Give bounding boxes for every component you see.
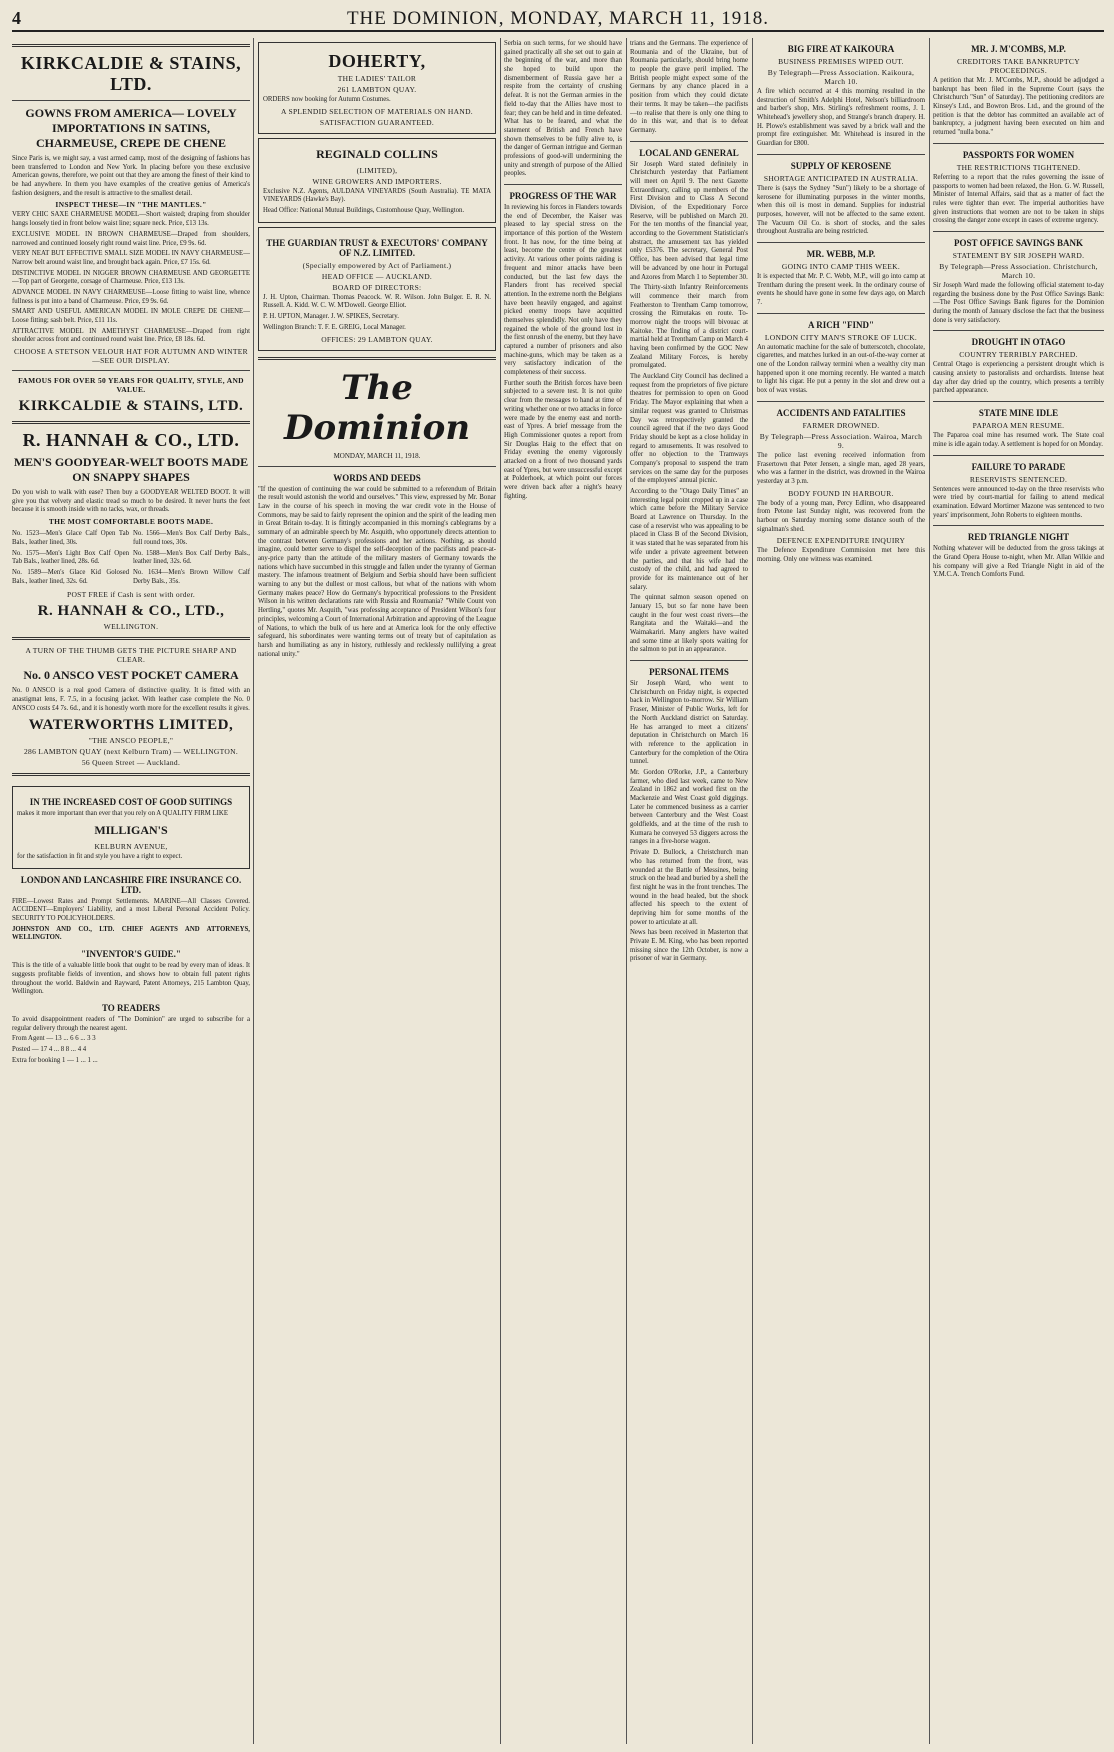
column-telegraph-b — [933, 38, 1104, 1744]
column-local — [630, 38, 748, 1744]
article-body: Mr. Gordon O'Rorke, J.P., a Canterbury farmer, who died last week, came to New Zealand in 1862 and worked first on the Mackenzie and West Coast gold diggings. Later he commenced business as a carrier between Canterbury and the West Coast goldfields, and at the time of the rush to Kumara he conveyed 53 diggers across the ranges in a five-horse wagon. — [630, 768, 748, 846]
mine-sub: PAPAROA MEN RESUME. — [972, 421, 1065, 431]
words-deeds-head: WORDS AND DEEDS — [333, 472, 421, 483]
doherty-body: ORDERS now booking for Autumn Costumes. — [263, 96, 391, 103]
column-rule — [752, 38, 753, 1744]
column-rule — [929, 38, 930, 1744]
webb-head: MR. WEBB, M.P. — [806, 248, 876, 259]
masthead — [12, 8, 1104, 32]
milligans-name: MILLIGAN'S — [94, 823, 168, 837]
rich-find-sub: LONDON CITY MAN'S STROKE OF LUCK. — [764, 332, 918, 342]
collins-title: REGINALD COLLINS — [316, 146, 438, 161]
article-body: Sir Joseph Ward stated definitely in Christchurch yesterday that Parliament will meet on April 9. The next Gazette Extraordinary, calling up members of the First Division and to Class A Second Division, of the Expeditionary Force Reserve, will be published on March 20. For the ten months of the financial year, according to the Government Statistician's abstract, the amusement tax has yielded only £5376. The secretary, General Post Office, has been advised that legal time will be advanced by one hour in Portugal and Azores from March 1 to September 30. — [630, 160, 748, 281]
doherty-sub: THE LADIES' TAILOR — [337, 74, 417, 83]
rich-find-body: An automatic machine for the sale of butterscotch, chocolate, cigarettes, and matches lurked in an out-of-the-way corner at one of the London railway termini when a wealthy city man happened upon it one morning recently. He wanted a match to light his cigar. He put a penny in the slot and drew out a box of wax vestas. — [757, 343, 925, 395]
mine-body: The Paparoa coal mine has resumed work. The State coal mine is idle again today. A settlement is hoped for on Monday. — [933, 432, 1104, 448]
article-body: The Thirty-sixth Infantry Reinforcements will commence their march from Featherston to Trentham Camp tomorrow, crossing the Rimutakas en route. To-morrow night the troops will bivouac at Kaitoke. The finding of a district court-martial held at Trentham Camp on March 4 having been confirmed by the GOC New Zealand Military Forces, is hereby promulgated. — [630, 284, 748, 370]
doherty-selection: A SPLENDID SELECTION OF MATERIALS ON HAND. — [281, 106, 473, 116]
kirkcaldie-item: ADVANCE MODEL IN NAVY CHARMEUSE—Loose fitting to waist line, whence fullness is put into a band of Charmeuse. Price, £9 9s. 6d. — [12, 288, 250, 305]
article-body: trians and the Germans. The experience of Roumania and of the Ukraine, but of Roumania particularly, should bring home to people the grave peril implied. The British people might expect some of the Germans by any chance placed in a position from which they could dictate their terms. It may be taken—the pacifists—to realise that there is only one thing to do in this war, and that is to defeat Germany. — [630, 40, 748, 134]
collins-office: Head Office: National Mutual Buildings, Customhouse Quay, Wellington. — [263, 207, 465, 215]
defence-body: The Defence Expenditure Commission met here this morning. Only one witness was examined. — [757, 547, 925, 563]
kerosene-sub: SHORTAGE ANTICIPATED IN AUSTRALIA. — [763, 173, 919, 183]
drought-sub: COUNTRY TERRIBLY PARCHED. — [959, 350, 1078, 360]
drought-body: Central Otago is experiencing a persistent drought which is causing anxiety to pastoralists and orchardists. Intense heat day after day dried up the country, which presents a terribly parched appearance. — [933, 361, 1104, 395]
farmer-head: FARMER DROWNED. — [802, 420, 880, 430]
kirkcaldie-title: KIRKCALDIE & STAINS, LTD. — [20, 53, 242, 94]
insurance-agents: JOHNSTON AND CO., LTD. CHIEF AGENTS AND ATTORNEYS, WELLINGTON. — [12, 925, 250, 942]
webb-sub: GOING INTO CAMP THIS WEEK. — [781, 261, 901, 271]
defence-head: DEFENCE EXPENDITURE INQUIRY — [776, 536, 906, 546]
combs-head: MR. J. M'COMBS, M.P. — [971, 44, 1066, 54]
kirkcaldie-famous: FAMOUS FOR OVER 50 YEARS FOR QUALITY, STYLE, AND VALUE. — [18, 376, 244, 395]
farmer-by: By Telegraph—Press Association. Wairoa, March 9. — [759, 431, 923, 450]
post-office-head: POST OFFICE SAVINGS BANK — [954, 237, 1083, 248]
kirkcaldie-item: DISTINCTIVE MODEL IN NIGGER BROWN CHARMEUSE AND GEORGETTE—Top part of Georgette, corsage of Charmeuse. Price, £13 13s. — [12, 269, 250, 286]
farmer-body: The police last evening received information from Frasertown that Peter Jensen, a single man, aged 28 years, who was a farmer in the district, was drowned in the Wairoa yesterday at 3 p.m. — [757, 451, 925, 485]
kirkcaldie-item: VERY NEAT BUT EFFECTIVE SMALL SIZE MODEL IN NAVY CHARMEUSE—Narrow belt around waist line, and brought back again. Price, £7 15s. 6d. — [12, 250, 250, 266]
personal-items-head: PERSONAL ITEMS — [649, 667, 729, 678]
kerosene-head: SUPPLY OF KEROSENE — [790, 160, 892, 171]
dominion-title: The Dominion — [283, 367, 471, 448]
kirkcaldie-item: EXCLUSIVE MODEL IN BROWN CHARMEUSE—Draped from shoulders, narrowed and continued loosely right round waist line. Price, £9 9s. 6d. — [12, 230, 250, 247]
column-rule — [500, 38, 501, 1744]
ansco-headline: No. 0 ANSCO VEST POCKET CAMERA — [23, 668, 239, 683]
trust-title: THE GUARDIAN TRUST & EXECUTORS' COMPANY OF N.Z. LIMITED. — [266, 237, 488, 258]
mine-head: STATE MINE IDLE — [978, 408, 1059, 419]
accidents-head: ACCIDENTS AND FATALITIES — [776, 407, 906, 418]
masthead-title: THE DOMINION, MONDAY, MARCH 11, 1918. — [346, 8, 770, 29]
hannah-item: No. 1566—Men's Box Calf Derby Bals., full round toes, 30s. — [133, 530, 250, 546]
kaikoura-head: BIG FIRE AT KAIKOURA — [787, 44, 895, 54]
column-kaikoura-news — [757, 38, 925, 1744]
waterworths-sub: "THE ANSCO PEOPLE," — [88, 736, 174, 746]
article-body: The Auckland City Council has declined a request from the proprietors of five picture theatres for permission to open on Good Friday. The Mayor explaining that when a similar request was granted to Christmas Day was retrospectively granted the council agreed that if the two days Good Friday should be kept as a close holiday in regard to amusements. It was resolved to offer no objection to the Tramways Company's proposal to suspend the tram services on the same day for the purposes of the employees' annual picnic. — [630, 373, 748, 485]
column-war — [504, 38, 622, 1744]
kirkcaldie-headline: GOWNS FROM AMERICA— LOVELY IMPORTATIONS IN SATINS, CHARMEUSE, CREPE DE CHENE — [25, 106, 237, 150]
inventor-body: This is the title of a valuable little book that ought to be read by every man of ideas. It suggests profitable fields of invention, and shows how to obtain full patent rights throughout the world. Baldwin and Rayward, Patent Attorneys, 215 Lambton Quay, Wellington. — [12, 962, 250, 996]
readers-rate: From Agent — 13 ... 6 6 ... 3 3 — [12, 1035, 96, 1043]
body-found-head: BODY FOUND IN HARBOUR. — [788, 488, 894, 498]
collins-sub: WINE GROWERS AND IMPORTERS. — [312, 176, 442, 186]
waterworths-addr: 286 LAMBTON QUAY (next Kelburn Tram) — WELLINGTON. — [23, 747, 239, 757]
article-body: In reviewing his forces in Flanders towards the end of December, the Kaiser was pleased to lay special stress on the importance of this portion of the Western front. It has now, for the time being at least, become the centre of the greatest activity. At various other points raiding is frequent and minor attacks have been conducted, but the last few days the Flanders front has received special attention. In the extreme north the Belgians have been heavily engaged, and against picked enemy troops have acquitted themselves splendidly. Not only have they regained the whole of the ground lost in the first onrush of the enemy, but they have captured a number of prisoners and also machine-guns, which may be taken as a very satisfactory indication of the completeness of their success. — [504, 204, 622, 377]
post-office-by: By Telegraph—Press Association. Christchurch, March 10. — [939, 261, 1098, 280]
article-body: Sir Joseph Ward, who went to Christchurch on Friday night, is expected back in Wellington to-morrow. Sir William Fraser, Minister of Public Works, left for the North Auckland district on Saturday. He has arranged to meet a citizens' deputation in Christchurch on March 16 with reference to the application in Canterbury for the completion of the Otira tunnel. — [630, 680, 748, 766]
article-body: Further south the British forces have been subjected to a severe test. It is not quite clear from the messages to hand at time of writing whether one or two attacks in force were made by the enemy east and north-east of Ypres. A brief message from the High Commissioner quotes a report from Sir Douglas Haig to the effect that on Friday evening the enemy vigorously attacked on a front of two thousand yards east of Ypres, but were unsuccessful except at Polderhoek, at which point our forces were driven back after a night's heavy fighting. — [504, 379, 622, 500]
insurance-head: LONDON AND LANCASHIRE FIRE INSURANCE CO. LTD. — [20, 874, 242, 895]
column-ads-left — [12, 38, 250, 1744]
hannah-headline: MEN'S GOODYEAR-WELT BOOTS MADE ON SNAPPY SHAPES — [13, 455, 249, 485]
hannah-city: WELLINGTON. — [103, 622, 159, 632]
kaikoura-sub: BUSINESS PREMISES WIPED OUT. — [778, 57, 904, 66]
rich-find-head: A RICH "FIND" — [808, 319, 874, 330]
combs-body: A petition that Mr. J. M'Combs, M.P., should be adjudged a bankrupt has been filed in the Supreme Court (says the Christchurch "Sun" of Saturday). The petitioning creditors are Kinsey's Ltd., and Bowron Bros. Ltd., and the ground of the petition is that the debtor has committed an available act of bankruptcy, a judgment having been executed on him and returned "nulla bona." — [933, 77, 1104, 137]
progress-war-head: PROGRESS OF THE WAR — [509, 191, 617, 201]
hannah-body: Do you wish to walk with ease? Then buy a GOODYEAR WELTED BOOT. It will give you that velvety and elastic tread so much to be desired. It never hurts the feet because it is smooth inside with no tacks, wax, or threads. — [12, 489, 250, 514]
milligans-addr: KELBURN AVENUE, — [94, 842, 168, 851]
page-number: 4 — [12, 8, 21, 28]
hannah-item: No. 1588—Men's Box Calf Derby Bals., leather lined, 32s. 6d. — [133, 549, 250, 566]
kirkcaldie-footer: KIRKCALDIE & STAINS, LTD. — [18, 398, 244, 415]
body-found-body: The body of a young man, Percy Edlinn, who disappeared from Petone last Sunday night, was recovered from the harbour on Saturday morning some distance south of the signalman's shed. — [757, 499, 925, 533]
readers-body: To avoid disappointment readers of "The Dominion" are urged to subscribe for a regular delivery through the nearest agent. — [12, 1015, 250, 1032]
collins-body: Exclusive N.Z. Agents, AULDANA VINEYARDS (South Australia). TE MATA VINEYARDS (Hawke's Bay). — [263, 187, 491, 204]
milligans-body: makes it more important than ever that you rely on A QUALITY FIRM LIKE — [17, 810, 228, 818]
hannah-post: POST FREE if Cash is sent with order. — [66, 590, 196, 600]
trust-board-head: BOARD OF DIRECTORS: — [332, 282, 422, 292]
kirkcaldie-item: ATTRACTIVE MODEL IN AMETHYST CHARMEUSE—Draped from right shoulder across front and continued round waist line. Price, £8 18s. 6d. — [12, 327, 250, 344]
ansco-tagline: A TURN OF THE THUMB GETS THE PICTURE SHARP AND CLEAR. — [25, 646, 237, 665]
post-office-body: Sir Joseph Ward made the following official statement to-day regarding the business done by the Post Office Savings Bank:—The Post Office Savings Bank figures for the Dominion during the month of January disclose the fact that the business done is very satisfactory. — [933, 281, 1104, 324]
trust-offices: OFFICES: 29 LAMBTON QUAY. — [321, 334, 433, 344]
trust-act: (Specially empowered by Act of Parliament.) — [302, 260, 452, 270]
article-body: According to the "Otago Daily Times" an interesting legal point cropped up in a case which came before the Military Service Board at Lawrence on Thursday. In the case of a reservist who was appealing to be placed in Class B of the Second Division, it was stated that he was separated from his wife under a private agreement between the parties, and that his wife had the custody of the child, and had agreed to provide for its maintenance out of her salary. — [630, 488, 748, 591]
collins-ltd: (LIMITED), — [356, 165, 398, 175]
passports-sub: THE RESTRICTIONS TIGHTENED. — [956, 162, 1081, 172]
article-body: Serbia on such terms, for we should have gained practically all she set out to gain at the beginning of the war, and more than she hoped to build upon the dismemberment of Russia gave her a respite from the certainty of crushing defeat. It is not the German armies in the field to-day that the Allies have most to fear; they can be held and in time defeated. What has to be feared, and what the statement of British and French have shown themselves to be fully alive to, is the danger of German intrigue and German professions of good-will undermining the unity and strength of purpose of the Allied peoples. — [504, 40, 622, 178]
ansco-body: No. 0 ANSCO is a real good Camera of distinctive quality. It is fitted with an anastigmat lens, F. 7.5, in a focusing jacket. With leather case complete the No. 0 ANSCO costs £4 7s. 6d., and it is honestly worth more for the excellent results it gives. — [12, 687, 250, 712]
milligans-tail: for the satisfaction in fit and style you have a right to expect. — [17, 853, 183, 860]
guardian-trust-ad — [258, 227, 496, 351]
waterworths-title: WATERWORTHS LIMITED, — [28, 717, 234, 734]
column-rule — [626, 38, 627, 1744]
readers-rate: Extra for booking 1 — 1 ... 1 ... — [12, 1056, 98, 1064]
trust-board: J. H. Upton, Chairman. Thomas Peacock. W. R. Wilson. John Bulger. E. R. N. Russell. A. Kidd. W. C. W. M'Dowell. George Elliot. — [263, 293, 491, 310]
hannah-title: R. HANNAH & CO., LTD. — [22, 430, 240, 451]
inventor-head: "INVENTOR'S GUIDE." — [81, 949, 181, 960]
kerosene-body: There is (says the Sydney "Sun") likely to be a shortage of kerosene for illuminating purposes in the winter months, when this oil is most in demand. Supplies for industrial purposes, however, will not be affected to the same extent. The Vacuum Oil Co. is short of stocks, and the sales throughout Australia are being restricted. — [757, 184, 925, 236]
milligans-ad — [12, 786, 250, 868]
doherty-addr: 261 LAMBTON QUAY. — [337, 85, 417, 94]
hannah-item: No. 1589—Men's Glace Kid Golosed Bals., leather lined, 32s. 6d. — [12, 568, 129, 585]
article-body: News has been received in Masterton that Private E. M. King, who has been reported missing since the 12th October, is now a prisoner of war in Germany. — [630, 929, 748, 963]
article-body: The quinnat salmon season opened on January 15, but so far none have been caught in the four west coast rivers—the Rangitata and the Waitaki—and the Waimakariri. Many anglers have waited and some time at likely spots waiting for the salmon to put in an appearance. — [630, 594, 748, 654]
article-body: Private D. Bullock, a Christchurch man who has returned from the front, was wounded at the Battle of Messines, being struck on the head and buried by a shell the first night he was in the front trenches. The wound in the head healed, but the shock affected his speech to the extent of depriving him for some months of the power to articulate at all. — [630, 849, 748, 926]
drought-head: DROUGHT IN OTAGO — [971, 337, 1066, 348]
post-office-sub: STATEMENT BY SIR JOSEPH WARD. — [952, 250, 1085, 260]
passports-body: Referring to a report that the rules governing the issue of passports to women had been relaxed, the Hon. G. W. Russell, Minister of Internal Affairs, said that as a matter of fact the rules were tighter than ever. The imperial authorities have given instructions that women are not to be taken in ships crossing the danger zone except in cases of extreme urgency. — [933, 173, 1104, 225]
waterworths-addr2: 56 Queen Street — Auckland. — [81, 758, 181, 768]
kaikoura-body: A fire which occurred at 4 this morning resulted in the destruction of Smith's Adelphi Hotel, Nelson's billiardroom and barber's shop, Mrs. Stirling's refreshment rooms, J. I. Whitehead's jewellery shop, and Strange's branch drapery. H. H. Plowe's establishment was saved by a brick wall and the prompt fire extinguisher. Mr. Whitehead is insured in the Guardian for £800. — [757, 88, 925, 148]
red-triangle-head: RED TRIANGLE NIGHT — [967, 532, 1070, 543]
red-triangle-body: Nothing whatever will be deducted from the gross takings at the Grand Opera House to-night, when Mr. Allan Wilkie and his company will give a Red Triangle Night in aid of the Y.M.C.A. Trench Comforts Fund. — [933, 545, 1104, 579]
kirkcaldie-item: VERY CHIC SAXE CHARMEUSE MODEL—Short waisted; draping from shoulder hangs loosely tied in front below waist line; square neck. Price, £13 13s. — [12, 211, 250, 228]
kaikoura-by: By Telegraph—Press Association. Kaikoura, March 10. — [767, 68, 915, 86]
passports-head: PASSPORTS FOR WOMEN — [962, 149, 1075, 160]
collins-ad — [258, 138, 496, 223]
doherty-ad — [258, 42, 496, 134]
trust-branch: Wellington Branch: T. F. E. GREIG, Local Manager. — [263, 323, 406, 331]
column-editorial-ads — [258, 38, 496, 1744]
column-rule — [253, 38, 254, 1744]
readers-head: TO READERS — [101, 1002, 161, 1013]
hannah-list-head: THE MOST COMFORTABLE BOOTS MADE. — [48, 517, 214, 527]
hannah-footer: R. HANNAH & CO., LTD., — [37, 603, 225, 620]
hannah-item: No. 1523—Men's Glace Calf Open Tab Bals., leather lined, 30s. — [12, 530, 129, 546]
kirkcaldie-inspect: INSPECT THESE—IN "THE MANTLES." — [55, 200, 207, 210]
milligans-head: IN THE INCREASED COST OF GOOD SUITINGS — [29, 797, 233, 808]
hannah-item: No. 1575—Men's Light Box Calf Open Tab Bals., leather lined, 28s. 6d. — [12, 549, 129, 566]
words-deeds-body: "If the question of continuing the war could be submitted to a referendum of Britain the result would astonish the world and ourselves." This view, expressed by Mr. Bonar Law in the course of his speech in moving the war credit vote in the House of Commons, may be said to fairly represent the opinion and the spirit of the leading men in Great Britain to-day. It is fittingly accompanied in this morning's cablegrams by a summary of an admirable speech by Mr. Asquith, who opportunely directs attention to the contrast between Germany's professions and her actions. Nothing, as should imagine, could better serve to dispel the self-deception of the pacifists and peace-at-any-price party than the attitude of the military masters of Germany towards the nations which have succumbed in this struggle and fallen under the tyranny of German mastery. The infamous treatment of Belgium and Serbia should have been sufficient warning to any but the dullest or most callous, but what of the nations with whom Germany makes peace? How do Germany's hypocritical professions to the President Wilson in his written declarations rate with Russia and Roumania? "While Count von Hertling," quotes Mr. Asquith, "was professing acceptance of President Wilson's four principles, welcoming a Court of International Arbitration and approving of the League of Nations, to which the bulk of us here and at America look for the only effective safeguard, his subordinates were wanting terms out of treaty but of capitulation as harsh and humiliating as any in history, ruthlessly and recklessly nullifying a great national unity." — [258, 485, 496, 658]
kirkcaldie-body: Since Paris is, we might say, a vast armed camp, most of the designing of fashions has been transferred to London and New York. In placing before you these exclusive American gowns, therefore, we point out that they are among the finest of their kind to be had anywhere. In them you have examples of the creative genius of America's fashion designers, and the result is attractive to the smallest detail. — [12, 155, 250, 197]
parade-head: FAILURE TO PARADE — [971, 461, 1066, 472]
kirkcaldie-choose: CHOOSE A STETSON VELOUR HAT FOR AUTUMN AND WINTER—SEE OUR DISPLAY. — [14, 347, 248, 366]
readers-rate: Posted — 17 4 ... 8 8 ... 4 4 — [12, 1045, 87, 1053]
doherty-title: DOHERTY, — [328, 51, 426, 71]
combs-sub: CREDITORS TAKE BANKRUPTCY PROCEEDINGS. — [957, 57, 1080, 75]
parade-sub: RESERVISTS SENTENCED. — [969, 474, 1068, 484]
trust-office: HEAD OFFICE — AUCKLAND. — [321, 271, 433, 281]
kirkcaldie-item: SMART AND USEFUL AMERICAN MODEL IN MOLE CREPE DE CHENE—Loose fitting; sash belt. Price, £11 11s. — [12, 308, 250, 324]
hannah-item: No. 1634—Men's Brown Willow Calf Derby Bals., 35s. — [133, 568, 250, 585]
dominion-date: MONDAY, MARCH 11, 1918. — [333, 451, 421, 460]
local-general-head: LOCAL AND GENERAL — [639, 147, 739, 158]
parade-body: Sentences were announced to-day on the three reservists who were tried by court-martial for failing to attend medical examination. Edward Mortimer Mazone was sentenced to two years' imprisonment, John Roberts to eighteen months. — [933, 485, 1104, 519]
doherty-satisfaction: SATISFACTION GUARANTEED. — [319, 117, 435, 127]
webb-body: It is expected that Mr. P. C. Webb, M.P., will go into camp at Trentham during the present week. In the ordinary course of events he should have gone in some few days ago, on March 7. — [757, 272, 925, 306]
trust-manager: P. H. UPTON, Manager. J. W. SPIKES, Secretary. — [263, 313, 399, 321]
insurance-body: FIRE—Lowest Rates and Prompt Settlements. MARINE—All Classes Covered. ACCIDENT—Employers' Liability, and a most Liberal Personal Accident Policy. SECURITY TO POLICYHOLDERS. — [12, 897, 250, 923]
